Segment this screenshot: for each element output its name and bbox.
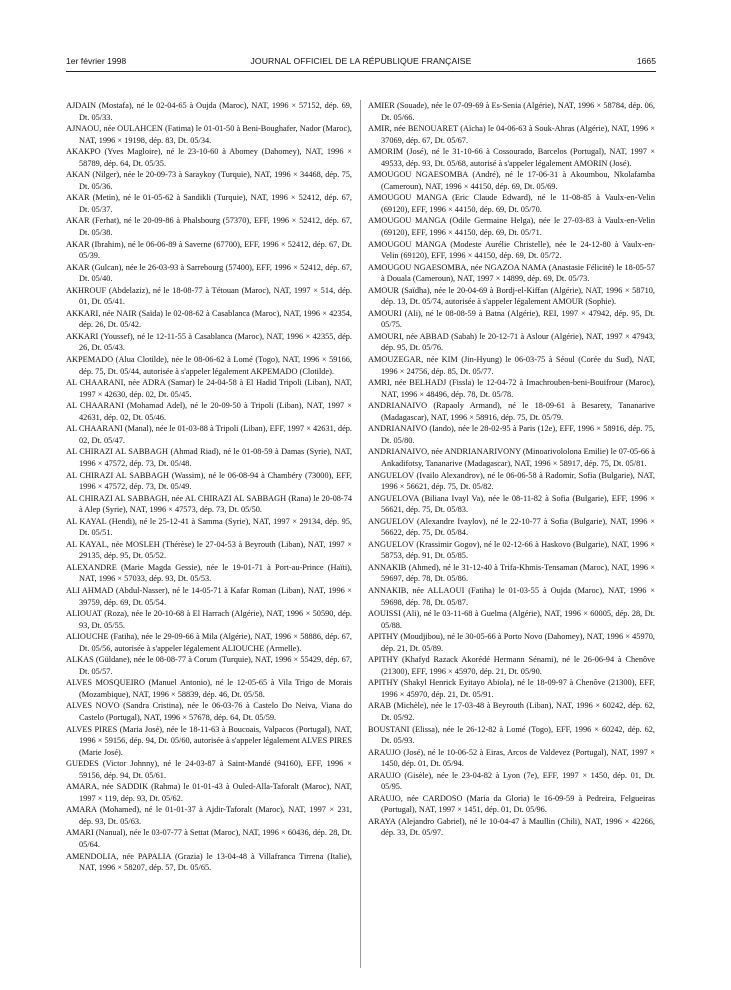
list-item: ARAUJO (José), né le 10-06-52 à Eiras, Arcos de Valdevez (Portugal), NAT, 1997 × 1450, dép. 01, Dt. 05/94. <box>368 747 655 769</box>
list-item: AMRI, née BELHADJ (Fissla) le 12-04-72 à Imachrouben-beni-Bouifrour (Maroc), NAT, 1996 × 48496, dép. 78, Dt. 05/78. <box>368 378 655 399</box>
list-item: ALVES PIRES (Maria José), née le 18-11-63 à Boucoais, Valpacos (Portugal), NAT, 1996 × 59156, dép. 94, Dt. 05/60, autorisée à s'appeler légalement ALVES PIRES (Marie José). <box>66 724 352 757</box>
list-item: BOUSTANI (Elissa), née le 26-12-82 à Lomé (Togo), EFF, 1996 × 60242, dép. 62, Dt. 05/93. <box>368 724 655 746</box>
list-item: AL CHIRAZI AL SABBAGH (Wassim), né le 06-08-94 à Chambéry (73000), EFF, 1996 × 47572, dép. 73, Dt. 05/49. <box>66 470 352 492</box>
list-item: AKHROUF (Abdelaziz), né le 18-08-77 à Tétouan (Maroc), NAT, 1997 × 514, dép. 01, Dt. 05/41. <box>66 285 352 307</box>
header-rule <box>66 71 656 72</box>
list-item: ALI AHMAD (Abdul-Nasser), né le 14-05-71 à Kafar Roman (Liban), NAT, 1996 × 39759, dép. 69, Dt. 05/54. <box>66 585 352 607</box>
list-item: AMENDOLIA, née PAPALIA (Grazia) le 13-04-48 à Villafranca Tirrena (Italie), NAT, 1996 × 58207, dép. 57, Dt. 05/65. <box>66 851 352 873</box>
list-item: APITHY (Khafyd Razack Akorédé Hermann Sénami), né le 26-06-94 à Chenôve (21300), EFF, 1996 × 45970, dép. 21, Dt. 05/90. <box>368 655 655 676</box>
list-item: AMOUGOU MANGA (Eric Claude Edward), né le 11-08-85 à Vaulx-en-Velin (69120), EFF, 1996 × 44150, dép. 69, Dt. 05/70. <box>368 193 655 214</box>
list-item: AMIER (Souade), née le 07-09-69 à Es-Senia (Algérie), NAT, 1996 × 58784, dép. 06, Dt. 05/66. <box>368 101 655 122</box>
list-item: AMOURI (Ali), né le 08-08-59 à Batna (Algérie), REI, 1997 × 47942, dép. 95, Dt. 05/75. <box>368 308 655 330</box>
column-divider <box>360 100 361 968</box>
list-item: AL CHAARANI (Mohamad Adel), né le 20-09-50 à Tripoli (Liban), NAT, 1997 × 42631, dép. 02, Dt. 05/46. <box>66 401 352 422</box>
list-item: AKKARI, née NAIR (Saïda) le 02-08-62 à Casablanca (Maroc), NAT, 1996 × 42354, dép. 26, Dt. 05/42. <box>66 308 352 330</box>
list-item: ARAUJO (Gisèle), née le 23-04-82 à Lyon (7e), EFF, 1997 × 1450, dép. 01, Dt. 05/95. <box>368 770 655 792</box>
list-item: ANNAKIB, née ALLAOUI (Fatiha) le 01-03-55 à Oujda (Maroc), NAT, 1996 × 59698, dép. 78, Dt. 05/87. <box>368 585 655 607</box>
list-item: AL CHIRAZI AL SABBAGH, née AL CHIRAZI AL SABBAGH (Rana) le 20-08-74 à Alep (Syrie), NAT, 1996 × 47573, dép. 73, Dt. 05/50. <box>66 493 352 515</box>
list-item: ANGUELOVA (Biliana Ivayl Va), née le 08-11-82 à Sofia (Bulgarie), EFF, 1996 × 56621, dép. 75, Dt. 05/83. <box>368 493 655 515</box>
list-item: AMOUGOU MANGA (Odile Germaine Helga), née le 27-03-83 à Vaulx-en-Velin (69120), EFF, 1996 × 44150, dép. 69, Dt. 05/71. <box>368 216 655 238</box>
list-item: APITHY (Shakyl Henrick Eyitayo Abiola), né le 18-09-97 à Chenôve (21300), EFF, 1996 × 45970, dép. 21, Dt. 05/91. <box>368 678 655 699</box>
list-item: ANDRIANAIVO, née ANDRIANARIVONY (Minoarivololona Emilie) le 07-05-66 à Ankadifotsy, Tananarive (Madagascar), NAT, 1996 × 58917, dép. 75, Dt. 05/81. <box>368 447 655 468</box>
list-item: AMOUZEGAR, née KIM (Jin-Hyung) le 06-03-75 à Séoul (Corée du Sud), NAT, 1996 × 24756, dép. 85, Dt. 05/77. <box>368 355 655 376</box>
list-item: AMOUGOU NGAESOMBA (André), né le 17-06-31 à Akoumbou, Nkolafamba (Cameroun), NAT, 1996 × 44150, dép. 69, Dt. 05/69. <box>368 170 655 191</box>
list-item: AKAKPO (Yves Magloire), né le 23-10-60 à Abomey (Dahomey), NAT, 1996 × 58789, dép. 64, Dt. 05/35. <box>66 147 352 168</box>
list-item: ALVES MOSQUEIRO (Manuel Antonio), né le 12-05-65 à Vila Trigo de Morais (Mozambique), NAT, 1996 × 58839, dép. 46, Dt. 05/58. <box>66 678 352 699</box>
list-item: ALKAS (Güldane), née le 08-08-77 à Corum (Turquie), NAT, 1996 × 55429, dép. 67, Dt. 05/57. <box>66 655 352 676</box>
left-column <box>66 100 352 874</box>
list-item: AL CHAARANI, née ADRA (Samar) le 24-04-58 à El Hadid Tripoli (Liban), NAT, 1997 × 42630, dép. 02, Dt. 05/45. <box>66 378 352 399</box>
list-item: AMARA (Mohamed), né le 01-01-37 à Ajdir-Taforalt (Maroc), NAT, 1997 × 231, dép. 93, Dt. 05/63. <box>66 805 352 826</box>
list-item: AMORIM (José), né le 31-10-66 à Cossourado, Barcelos (Portugal), NAT, 1997 × 49533, dép. 93, Dt. 05/68, autorisé à s'appeler légalement AMORIN (José). <box>368 147 655 168</box>
right-column <box>368 100 655 839</box>
list-item: ANGUELOV (Ivailo Alexandrov), né le 06-06-58 à Radomir, Sofia (Bulgarie), NAT, 1996 × 56621, dép. 75, Dt. 05/82. <box>368 470 655 492</box>
list-item: ARAB (Michèle), née le 17-03-48 à Beyrouth (Liban), NAT, 1996 × 60242, dép. 62, Dt. 05/92. <box>368 701 655 722</box>
list-item: AL KAYAL, née MOSLEH (Thérèse) le 27-04-53 à Beyrouth (Liban), NAT, 1997 × 29135, dép. 95, Dt. 05/52. <box>66 539 352 561</box>
list-item: AKKARI (Youssef), né le 12-11-55 à Casablanca (Maroc), NAT, 1996 × 42355, dép. 26, Dt. 05/43. <box>66 331 352 353</box>
list-item: AMOURI, née ABBAD (Sabah) le 20-12-71 à Aslour (Algérie), NAT, 1997 × 47943, dép. 95, Dt. 05/76. <box>368 331 655 353</box>
list-item: AMOUGOU NGAESOMBA, née NGAZOA NAMA (Anastasie Félicité) le 18-05-57 à Douala (Cameroun), NAT, 1997 × 14899, dép. 69, Dt. 05/73. <box>368 262 655 284</box>
list-item: ALVES NOVO (Sandra Cristina), née le 06-03-76 à Castelo Do Neiva, Viana do Castelo (Portugal), NAT, 1996 × 57678, dép. 64, Dt. 05/59. <box>66 701 352 722</box>
list-item: AKAR (Ibrahim), né le 06-06-89 à Saverne (67700), EFF, 1996 × 52412, dép. 67, Dt. 05/39. <box>66 239 352 261</box>
list-item: ANGUELOV (Krassimir Gogov), né le 02-12-66 à Haskovo (Bulgarie), NAT, 1996 × 58753, dép. 91, Dt. 05/85. <box>368 539 655 561</box>
list-item: AJDAIN (Mostafa), né le 02-04-65 à Oujda (Maroc), NAT, 1996 × 57152, dép. 69, Dt. 05/33. <box>66 101 352 122</box>
list-item: ALIOUAT (Roza), née le 20-10-68 à El Harrach (Algérie), NAT, 1996 × 50590, dép. 93, Dt. 05/55. <box>66 609 352 630</box>
list-item: ANNAKIB (Ahmed), né le 31-12-40 à Trifa-Khmis-Tensaman (Maroc), NAT, 1996 × 59697, dép. 78, Dt. 05/86. <box>368 562 655 584</box>
list-item: ANDRIANAIVO (Rapaoly Armand), né le 18-09-61 à Besarety, Tananarive (Madagascar), NAT, 1996 × 58916, dép. 75, Dt. 05/79. <box>368 401 655 422</box>
list-item: ALIOUCHE (Fatiha), née le 29-09-66 à Mila (Algérie), NAT, 1996 × 58886, dép. 67, Dt. 05/56, autorisée à s'appeler légalement ALIOUCHE (Armelle). <box>66 632 352 653</box>
list-item: GUEDES (Victor Johnny), né le 24-03-87 à Saint-Mandé (94160), EFF, 1996 × 59156, dép. 94, Dt. 05/61. <box>66 759 352 780</box>
list-item: AKAR (Metin), né le 01-05-62 à Sandikli (Turquie), NAT, 1996 × 52412, dép. 67, Dt. 05/37. <box>66 193 352 214</box>
list-item: AJNAOU, née OULAHCEN (Fatima) le 01-01-50 à Beni-Boughafer, Nador (Maroc), NAT, 1996 × 19198, dép. 83, Dt. 05/34. <box>66 124 352 145</box>
list-item: AKAR (Ferhat), né le 20-09-86 à Phalsbourg (57370), EFF, 1996 × 52412, dép. 67, Dt. 05/38. <box>66 216 352 238</box>
page-number: 1665 <box>636 56 656 66</box>
list-item: AKAN (Nilger), née le 20-09-73 à Saraykoy (Turquie), NAT, 1996 × 34468, dép. 75, Dt. 05/36. <box>66 170 352 191</box>
list-item: AMOUGOU MANGA (Modeste Aurélie Christelle), née le 24-12-80 à Vaulx-en-Velin (69120), EFF, 1996 × 44150, dép. 69, Dt. 05/72. <box>368 239 655 261</box>
journal-title: JOURNAL OFFICIEL DE LA RÉPUBLIQUE FRANÇAISE <box>250 56 472 66</box>
list-item: AL CHIRAZI AL SABBAGH (Ahmad Riad), né le 01-08-59 à Damas (Syrie), NAT, 1996 × 47572, dép. 73, Dt. 05/48. <box>66 447 352 468</box>
list-item: ARAYA (Alejandro Gabriel), né le 10-04-47 à Maullin (Chili), NAT, 1996 × 42266, dép. 33, Dt. 05/97. <box>368 816 655 838</box>
list-item: ALEXANDRE (Marie Magda Gessie), née le 19-01-71 à Port-au-Prince (Haïti), NAT, 1996 × 57033, dép. 93, Dt. 05/53. <box>66 562 352 584</box>
list-item: AMARA, née SADDIK (Rahma) le 01-01-43 à Ouled-Alla-Taforalt (Maroc), NAT, 1997 × 119, dép. 93, Dt. 05/62. <box>66 782 352 803</box>
list-item: ARAUJO, née CARDOSO (Maria da Gloria) le 16-09-59 à Pedreira, Felgueiras (Portugal), NAT, 1997 × 1451, dép. 01, Dt. 05/96. <box>368 793 655 815</box>
list-item: ANGUELOV (Alexandre Ivaylov), né le 22-10-77 à Sofia (Bulgarie), NAT, 1996 × 56622, dép. 75, Dt. 05/84. <box>368 516 655 538</box>
list-item: ANDRIANAIVO (Iando), née le 28-02-95 à Paris (12e), EFF, 1996 × 58916, dép. 75, Dt. 05/80. <box>368 424 655 445</box>
list-item: AL CHAARANI (Manal), née le 01-03-88 à Tripoli (Liban), EFF, 1997 × 42631, dép. 02, Dt. 05/47. <box>66 424 352 445</box>
list-item: AKPEMADO (Alua Clotilde), née le 08-06-62 à Lomé (Togo), NAT, 1996 × 59166, dép. 75, Dt. 05/44, autorisée à s'appeler légalement AKPEMADO (Clotilde). <box>66 355 352 376</box>
list-item: APITHY (Moudjibou), né le 30-05-66 à Porto Novo (Dahomey), NAT, 1996 × 45970, dép. 21, Dt. 05/89. <box>368 632 655 653</box>
list-item: AMIR, née BENOUARET (Aïcha) le 04-06-63 à Souk-Ahras (Algérie), NAT, 1996 × 37069, dép. 67, Dt. 05/67. <box>368 124 655 145</box>
list-item: AL KAYAL (Hendi), né le 25-12-41 à Samma (Syrie), NAT, 1997 × 29134, dép. 95, Dt. 05/51. <box>66 516 352 538</box>
list-item: AMOUR (Saïdha), née le 20-04-69 à Bordj-el-Kiffan (Algérie), NAT, 1996 × 58710, dép. 13, Dt. 05/74, autorisée à s'appeler légalement AMOUR (Sophie). <box>368 285 655 307</box>
issue-date: 1er février 1998 <box>66 56 127 66</box>
list-item: AMARI (Nanual), née le 03-07-77 à Settat (Maroc), NAT, 1996 × 60436, dép. 28, Dt. 05/64. <box>66 828 352 849</box>
list-item: AKAR (Gulcan), née le 26-03-93 à Sarrebourg (57400), EFF, 1996 × 52412, dép. 67, Dt. 05/40. <box>66 262 352 284</box>
list-item: AOUISSI (Ali), né le 03-11-68 à Guelma (Algérie), NAT, 1996 × 60005, dép. 28, Dt. 05/88. <box>368 609 655 630</box>
page-header <box>66 56 656 70</box>
